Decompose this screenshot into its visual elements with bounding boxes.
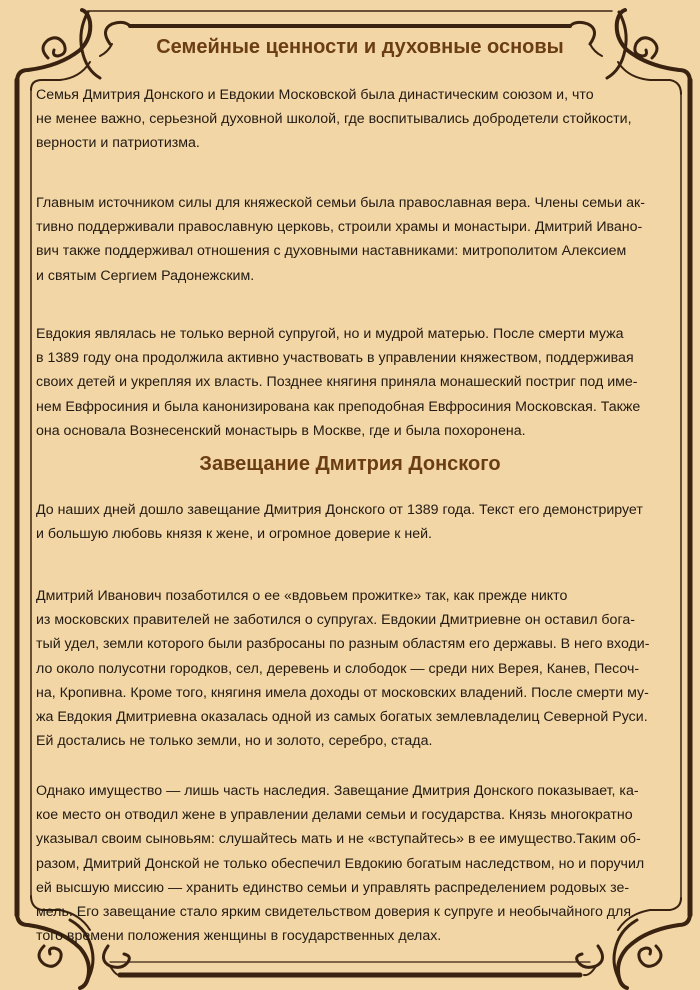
text-line: верности и патриотизма. bbox=[36, 135, 200, 152]
text-line: на, Кропивна. Кроме того, княгиня имела доходы от московских владений. После смерти му- bbox=[36, 684, 649, 701]
text-line: До наших дней дошло завещание Дмитрия Донского от 1389 года. Текст его демонстрирует bbox=[36, 502, 643, 518]
text-line: вич также поддерживал отношения с духовными наставниками: митрополитом Алексием bbox=[36, 243, 627, 260]
section-heading-testament: Завещание Дмитрия Донского bbox=[199, 453, 501, 475]
text-line: тый удел, земли которого были разбросаны по разным областям его державы. В него входи- bbox=[36, 636, 650, 653]
text-line: в 1389 году она продолжила активно участвовать в управлении княжеством, поддерживая bbox=[36, 350, 634, 367]
text-line: разом, Дмитрий Донской не только обеспечил Евдокию богатым наследством, но и поручил bbox=[36, 855, 645, 872]
text-line: жа Евдокия Дмитриевна оказалась одной из самых богатых землевладелиц Северной Руси. bbox=[36, 709, 648, 726]
text-line: Главным источником силы для княжеской семьи была православная вера. Члены семьи ак- bbox=[36, 195, 645, 211]
text-line: Дмитрий Иванович позаботился о ее «вдовьем прожитке» так, как прежде никто bbox=[36, 588, 568, 604]
text-line: тивно поддерживали православную церковь, строили храмы и монастыри. Дмитрий Ивано- bbox=[36, 219, 643, 236]
paragraph bbox=[36, 322, 676, 443]
paragraph bbox=[36, 498, 676, 546]
text-line: ей высшую миссию — хранить единство семьи и управлять распределением родовых зе- bbox=[36, 879, 630, 896]
text-line: кое место он отводил жене в управлении делами семьи и государства. Князь многократно bbox=[36, 807, 633, 824]
text-line: мель. Его завещание стало ярким свидетельством доверия к супруге и необычайного для bbox=[36, 904, 632, 921]
paragraph bbox=[36, 191, 676, 288]
text-line: из московских правителей не заботился о супругах. Евдокии Дмитриевне он оставил бога- bbox=[36, 612, 635, 629]
section-heading-family-values: Семейные ценности и духовные основы bbox=[156, 36, 564, 58]
paragraph bbox=[36, 779, 676, 948]
text-line: не менее важно, серьезной духовной школой, где воспитывались добродетели стойкости, bbox=[36, 111, 632, 128]
text-line: своих детей и укрепляя их власть. Позднее княгиня приняла монашеский постриг под име- bbox=[36, 374, 638, 391]
paragraph bbox=[36, 83, 676, 156]
text-line: и большую любовь князя к жене, и огромное доверие к ней. bbox=[36, 526, 432, 543]
text-line: ло около полусотни городков, сел, деревень и слободок — среди них Верея, Канев, Песоч- bbox=[36, 660, 640, 677]
text-line: и святым Сергием Радонежским. bbox=[36, 267, 255, 284]
paragraph bbox=[36, 584, 676, 753]
text-line: Семья Дмитрия Донского и Евдокии Московской была династическим союзом и, что bbox=[36, 87, 594, 103]
text-line: Ей достались не только земли, но и золото, серебро, стада. bbox=[36, 733, 433, 750]
text-line: Евдокия являлась не только верной супругой, но и мудрой матерью. После смерти мужа bbox=[36, 326, 624, 342]
text-line: Однако имущество — лишь часть наследия. Завещание Дмитрия Донского показывает, ка- bbox=[36, 783, 639, 799]
text-line: она основала Вознесенский монастырь в Москве, где и была похоронена. bbox=[36, 422, 526, 439]
text-line: указывал своим сыновьям: слушайтесь мать и не «вступайтесь» в ее имущество.Таким об- bbox=[36, 831, 641, 848]
text-line: того времени положения женщины в государственных делах. bbox=[36, 928, 442, 945]
text-line: нем Евфросиния и была канонизирована как преподобная Евфросиния Московская. Также bbox=[36, 398, 641, 415]
